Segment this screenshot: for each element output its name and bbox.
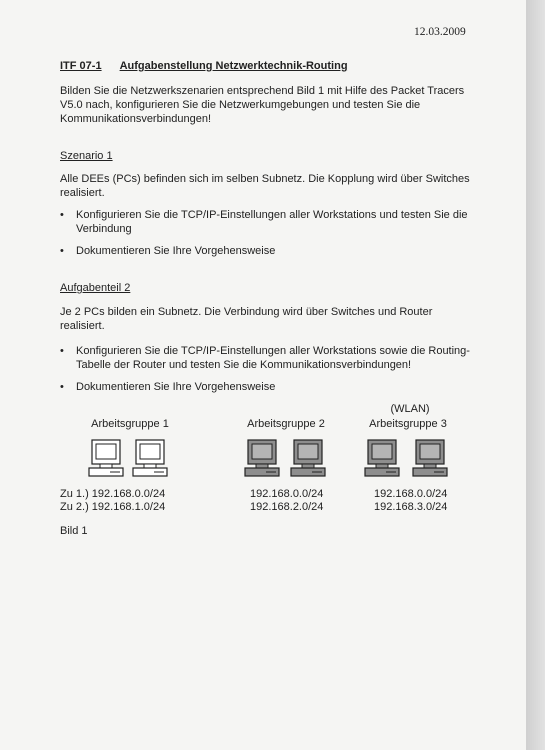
bullet-line: Dokumentieren Sie Ihre Vorgehensweise (76, 245, 276, 257)
intro-paragraph (60, 84, 464, 126)
address-line: 192.168.0.0/24 (250, 488, 324, 500)
computer-icon (88, 439, 124, 477)
address-line: 192.168.0.0/24 (374, 488, 448, 500)
address-line: Zu 1.) 192.168.0.0/24 (60, 488, 166, 500)
bullet-dot: • (60, 245, 64, 257)
address-line: 192.168.3.0/24 (374, 501, 448, 513)
document-date: 12.03.2009 (414, 26, 466, 38)
aufgabenteil2-paragraph (60, 305, 432, 333)
bullet-line: Verbindung (76, 223, 132, 235)
group-2-addresses (250, 488, 323, 514)
computer-icon (412, 439, 448, 477)
address-line: Zu 2.) 192.168.1.0/24 (60, 501, 166, 513)
computer-icon (244, 439, 280, 477)
group-3-addresses (374, 488, 447, 514)
bullet-line: Konfigurieren Sie die TCP/IP-Einstellungen aller Workstations und testen Sie die (76, 209, 468, 221)
computer-icon (290, 439, 326, 477)
figure-caption: Bild 1 (60, 525, 88, 537)
bullet-line: Konfigurieren Sie die TCP/IP-Einstellungen aller Workstations sowie die Routing- (76, 345, 470, 357)
group-1-addresses (60, 488, 165, 514)
scan-edge (526, 0, 545, 750)
group-1-label: Arbeitsgruppe 1 (91, 418, 169, 430)
szenario1-line: Alle DEEs (PCs) befinden sich im selben Subnetz. Die Kopplung wird über Switches (60, 173, 470, 185)
aufgabenteil2-bullet-1 (60, 344, 470, 372)
group-2-label: Arbeitsgruppe 2 (247, 418, 325, 430)
szenario1-line: realisiert. (60, 187, 105, 199)
computer-icon (132, 439, 168, 477)
aufgabenteil2-line: realisiert. (60, 320, 105, 332)
bullet-dot: • (60, 209, 64, 221)
intro-line: Kommunikationsverbindungen! (60, 113, 212, 125)
szenario1-bullet-1 (60, 208, 468, 236)
szenario1-paragraph (60, 172, 470, 200)
intro-line: Bilden Sie die Netzwerkszenarien entsprechend Bild 1 mit Hilfe des Packet Tracers (60, 85, 465, 97)
intro-line: V5.0 nach, konfigurieren Sie die Netzwerkumgebungen und testen Sie die (60, 99, 421, 111)
heading-code: ITF 07-1 (60, 60, 102, 72)
group-3-label: Arbeitsgruppe 3 (369, 418, 447, 430)
computer-icon (364, 439, 400, 477)
group-3-prefix: (WLAN) (390, 403, 430, 415)
address-line: 192.168.2.0/24 (250, 501, 324, 513)
bullet-line: Tabelle der Router und testen Sie die Kommunikationsverbindungen! (76, 359, 412, 371)
bullet-dot: • (60, 345, 64, 357)
section-title-aufgabenteil2: Aufgabenteil 2 (60, 282, 131, 294)
bullet-dot: • (60, 381, 64, 393)
aufgabenteil2-bullet-2 (60, 380, 276, 394)
heading-title: Aufgabenstellung Netzwerktechnik-Routing (119, 60, 348, 72)
bullet-line: Dokumentieren Sie Ihre Vorgehensweise (76, 381, 276, 393)
aufgabenteil2-line: Je 2 PCs bilden ein Subnetz. Die Verbindung wird über Switches und Router (60, 306, 433, 318)
document-heading (60, 60, 348, 72)
szenario1-bullet-2 (60, 244, 276, 258)
section-title-szenario1: Szenario 1 (60, 150, 113, 162)
